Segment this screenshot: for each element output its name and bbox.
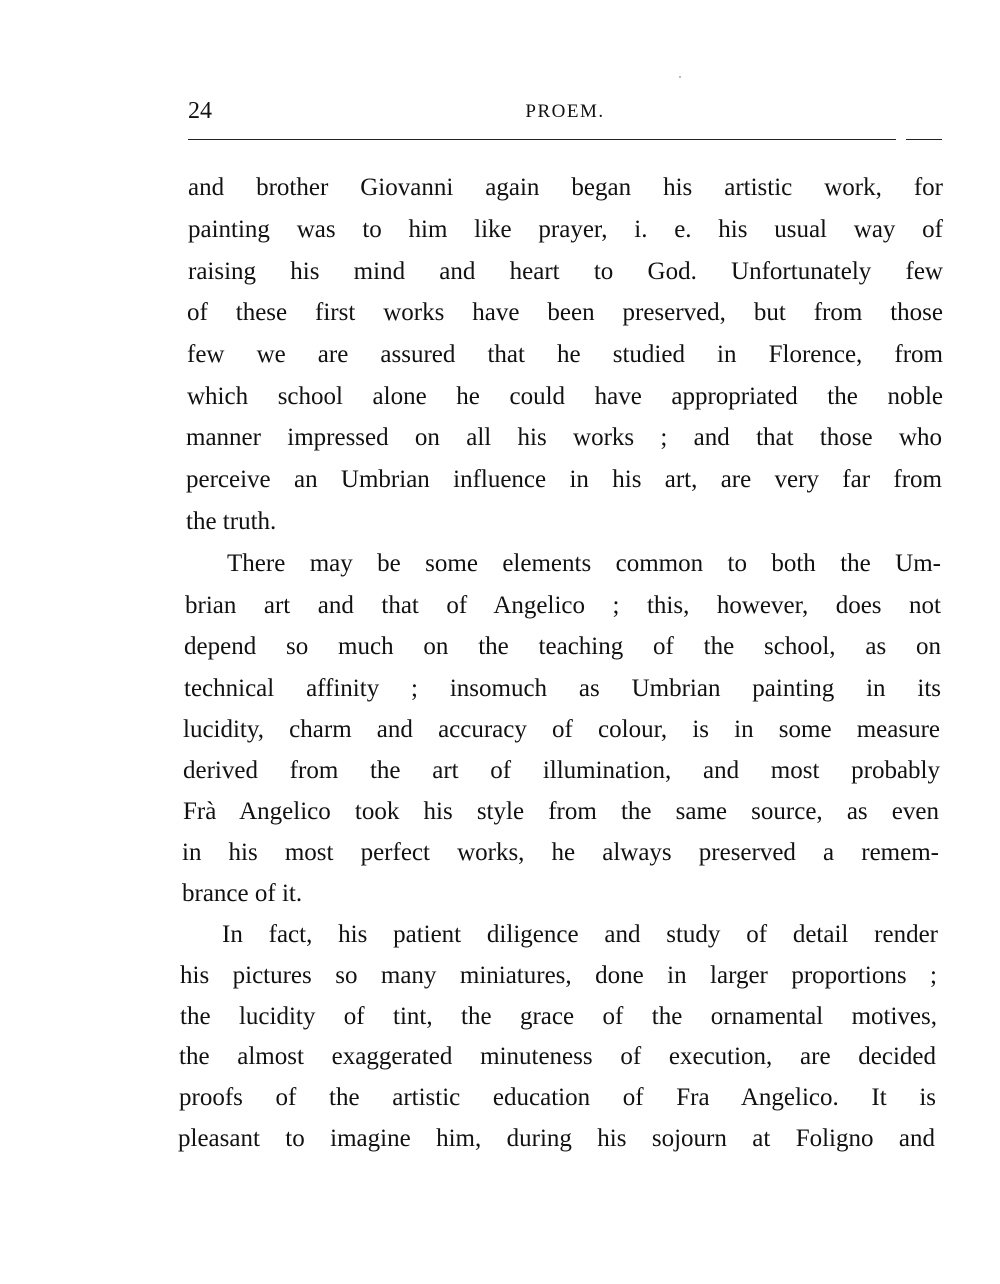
text-line: brian art and that of Angelico ; this, however, does not	[185, 592, 941, 619]
text-line: In fact, his patient diligence and study of detail render	[222, 921, 938, 948]
rule-gap	[896, 137, 906, 143]
text-line: perceive an Umbrian influence in his art, are very far from	[186, 466, 942, 493]
text-line: pleasant to imagine him, during his sojourn at Foligno and	[178, 1125, 935, 1152]
text-line: There may be some elements common to both the Um-	[227, 550, 941, 577]
text-line: his pictures so many miniatures, done in larger proportions ;	[180, 962, 937, 989]
page-number: 24	[188, 98, 212, 124]
text-line: depend so much on the teaching of the school, as on	[184, 633, 941, 660]
text-line: technical affinity ; insomuch as Umbrian painting in its	[184, 675, 941, 702]
text-line: Frà Angelico took his style from the same source, as even	[183, 798, 939, 825]
text-line: of these first works have been preserved, but from those	[187, 299, 943, 326]
text-line: in his most perfect works, he always preserved a remem-	[182, 839, 939, 866]
text-line: raising his mind and heart to God. Unfortunately few	[188, 258, 943, 285]
scan-speck	[679, 76, 681, 78]
text-line: few we are assured that he studied in Florence, from	[187, 341, 943, 368]
text-line: the almost exaggerated minuteness of execution, are decided	[179, 1043, 936, 1070]
text-line: which school alone he could have appropriated the noble	[187, 383, 943, 410]
running-head	[188, 96, 942, 126]
text-line: brance of it.	[182, 880, 303, 907]
running-head-title: PROEM.	[525, 101, 605, 122]
text-line: derived from the art of illumination, and most probably	[183, 757, 940, 784]
text-line: painting was to him like prayer, i. e. his usual way of	[188, 216, 943, 243]
text-line: lucidity, charm and accuracy of colour, is in some measure	[183, 716, 940, 743]
header-rule	[188, 139, 942, 140]
text-line: manner impressed on all his works ; and that those who	[186, 424, 942, 451]
text-line: the truth.	[186, 508, 277, 535]
text-line: the lucidity of tint, the grace of the ornamental motives,	[180, 1003, 937, 1030]
text-line: and brother Giovanni again began his artistic work, for	[188, 174, 943, 201]
text-line: proofs of the artistic education of Fra Angelico. It is	[179, 1084, 936, 1111]
